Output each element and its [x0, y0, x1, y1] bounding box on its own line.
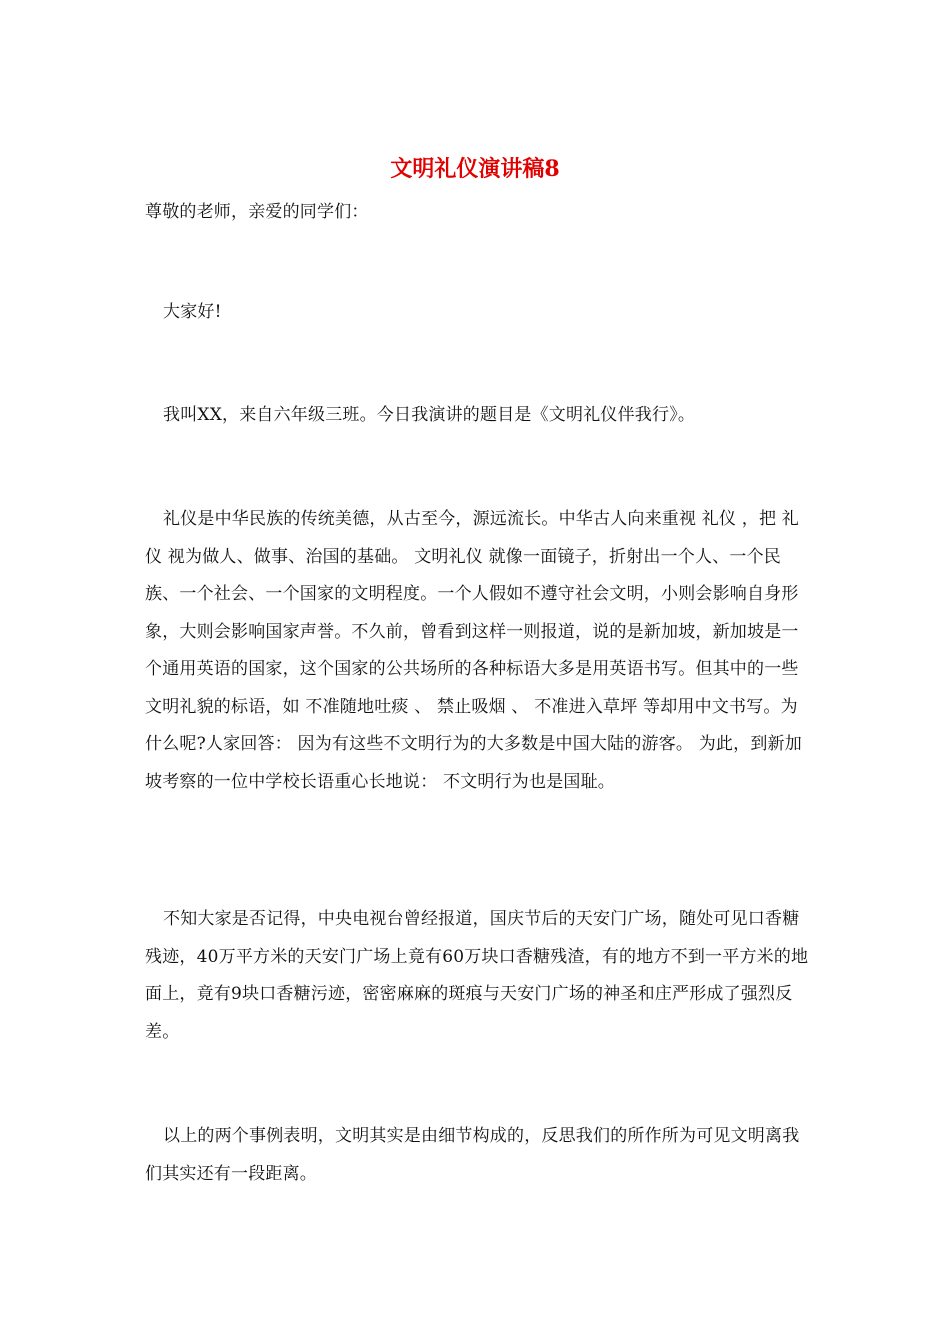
intro-paragraph: 我叫XX，来自六年级三班。今日我演讲的题目是《文明礼仪伴我行》。 — [163, 405, 696, 425]
conclusion-paragraph: 以上的两个事例表明，文明其实是由细节构成的，反思我们的所作所为可见文明离我们其实还有一段距离。 — [145, 1126, 800, 1184]
etiquette-paragraph: 礼仪是中华民族的传统美德，从古至今，源远流长。中华古人向来重视 礼仪 ，把 礼仪 视为做人、做事、治国的基础。 文明礼仪 就像一面镜子，折射出一个人、一个民族、一个社会、一个国家的文明程度。一个人假如不遵守社会文明，小则会影响自身形象，大则会影响国家声誉。不久前，曾看到这样一则报道，说的是新加坡，新加坡是一个通用英语的国家，这个国家的公共场所的各种标语大多是用英语书写。但其中的一些文明礼貌的标语，如 不准随地吐痰 、 禁止吸烟 、 不准进入草坪 等却用中文书写。为什么呢?人家回答： 因为有这些不文明行为的大多数是中国大陆的游客。 为此，到新加坡考察的一位中学校长语重心长地说： 不文明行为也是国耻。 — [145, 509, 802, 792]
greeting-paragraph: 尊敬的老师，亲爱的同学们： — [145, 202, 369, 222]
document-title: 文明礼仪演讲稿8 — [390, 156, 560, 182]
tiananmen-paragraph: 不知大家是否记得，中央电视台曾经报道，国庆节后的天安门广场，随处可见口香糖残迹，40万平方米的天安门广场上竟有60万块口香糖残渣，有的地方不到一平方米的地面上，竟有9块口香糖污迹，密密麻麻的斑痕与天安门广场的神圣和庄严形成了强烈反差。 — [145, 909, 809, 1042]
hello-paragraph: 大家好! — [163, 302, 222, 322]
